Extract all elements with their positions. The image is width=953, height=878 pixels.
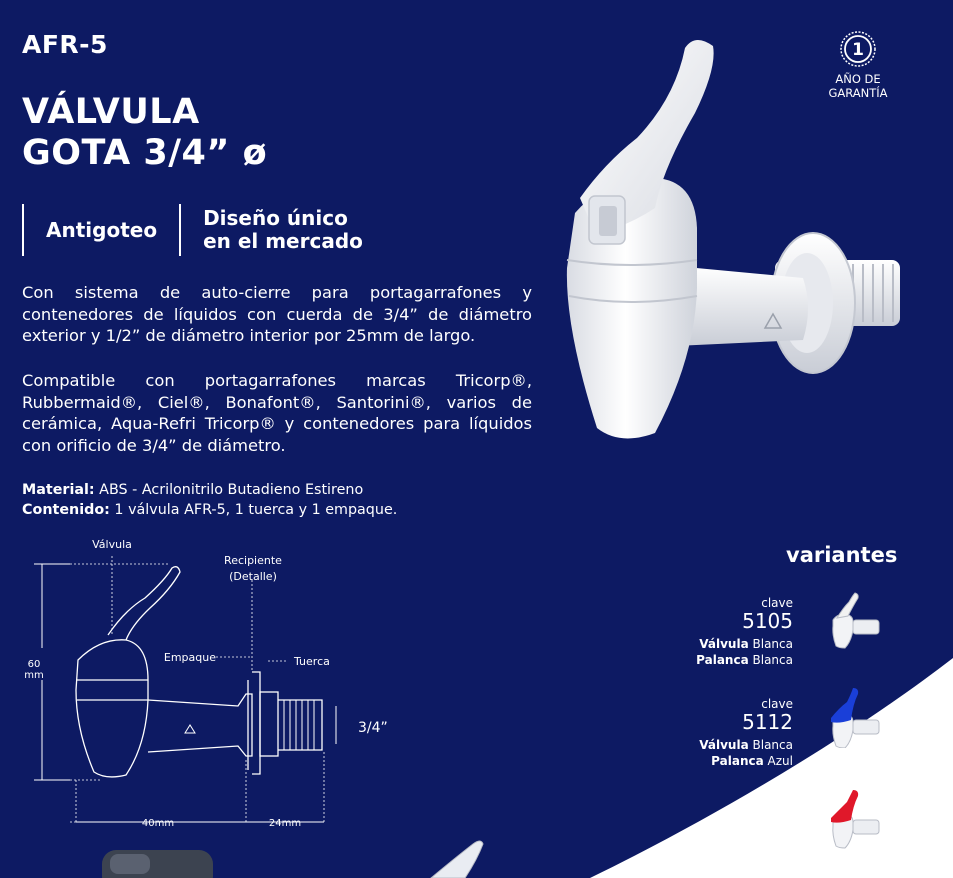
spec-content-label: Contenido: (22, 502, 110, 518)
product-title (22, 92, 267, 174)
diagram-label-height: 60 (27, 659, 41, 670)
cropped-lever-image (425, 836, 495, 878)
variant-valve (699, 737, 793, 753)
product-title-line1: VÁLVULA (22, 92, 200, 132)
variant-thumbnail-5105 (825, 590, 885, 650)
diagram-label-tuerca: Tuerca (294, 655, 330, 668)
feature-diseno-line2: en el mercado (203, 229, 363, 253)
variant-5112 (699, 697, 793, 769)
diagram-label-width1: 40mm (141, 818, 175, 829)
variant-code: 5112 (742, 710, 793, 734)
variant-clave-label: clave (761, 596, 793, 610)
feature-diseno-line1: Diseño único (203, 206, 348, 230)
product-valve-image (545, 28, 925, 448)
diagram-label-width2: 24mm (268, 818, 302, 829)
variant-lever-label: Palanca (710, 854, 764, 868)
variant-lever-color: Roja (767, 854, 793, 868)
variant-valve-label: Válvula (699, 738, 749, 752)
variant-valve-label: Válvula (699, 637, 749, 651)
technical-diagram (20, 530, 440, 840)
variant-thumbnail-5112 (825, 688, 885, 748)
description-paragraph-2: Compatible con portagarrafones marcas Tricorp®, Rubbermaid®, Ciel®, Bonafont®, Santorini®, varios de cerámica, Aqua-Refri Tricorp® y contenedores para líquidos con orificio de 3/4” de diámetro. (22, 371, 532, 455)
variant-clave-label: clave (761, 697, 793, 711)
variant-lever-color: Azul (767, 754, 793, 768)
variant-lever (699, 853, 793, 869)
product-title-line2: GOTA 3/4” ø (22, 133, 268, 173)
spec-material-label: Material: (22, 482, 95, 498)
variant-code: 5105 (742, 609, 793, 633)
features-row (22, 204, 385, 256)
diagram-label-valvula: Válvula (92, 538, 132, 551)
product-code: AFR-5 (22, 30, 108, 59)
variant-lever (699, 753, 793, 769)
variant-5129 (699, 797, 793, 869)
description-paragraph-1: Con sistema de auto-cierre para portagarrafones y contenedores de líquidos con cuerda de 3/4” de diámetro exterior y 1/2” de diámetro interior por 25mm de largo. (22, 283, 532, 345)
variant-lever-label: Palanca (696, 653, 749, 667)
variant-thumbnail-5129 (825, 790, 885, 850)
variant-valve-color: Blanca (752, 838, 793, 852)
variants-title: variantes (786, 543, 898, 567)
warranty-number: 1 (852, 40, 864, 60)
diagram-label-thread: 3/4” (358, 720, 388, 736)
variant-valve-color: Blanca (752, 637, 793, 651)
warranty-line1: AÑO DE (835, 72, 881, 86)
variant-valve-label: Válvula (699, 838, 749, 852)
diagram-label-height-unit: mm (24, 670, 44, 681)
feature-diseno-unico (181, 207, 385, 253)
variant-lever-label: Palanca (711, 754, 764, 768)
spec-content (22, 501, 397, 520)
cropped-product-image (100, 848, 215, 878)
variant-code: 5129 (742, 810, 793, 834)
diagram-label-detalle: (Detalle) (229, 570, 277, 583)
variant-clave-label: clave (761, 797, 793, 811)
warranty-line2: GARANTÍA (828, 86, 888, 100)
variant-valve (699, 837, 793, 853)
spec-content-value: 1 válvula AFR-5, 1 tuerca y 1 empaque. (109, 502, 398, 518)
feature-antigoteo: Antigoteo (46, 217, 158, 242)
variant-lever (696, 652, 793, 668)
diagram-label-empaque: Empaque (163, 651, 216, 664)
variant-valve (696, 636, 793, 652)
variant-valve-color: Blanca (752, 738, 793, 752)
variant-lever-color: Blanca (752, 653, 793, 667)
variant-5105 (696, 596, 793, 668)
spec-material (22, 481, 363, 500)
spec-material-value: ABS - Acrilonitrilo Butadieno Estireno (94, 482, 364, 498)
diagram-label-recipiente: Recipiente (224, 554, 282, 567)
